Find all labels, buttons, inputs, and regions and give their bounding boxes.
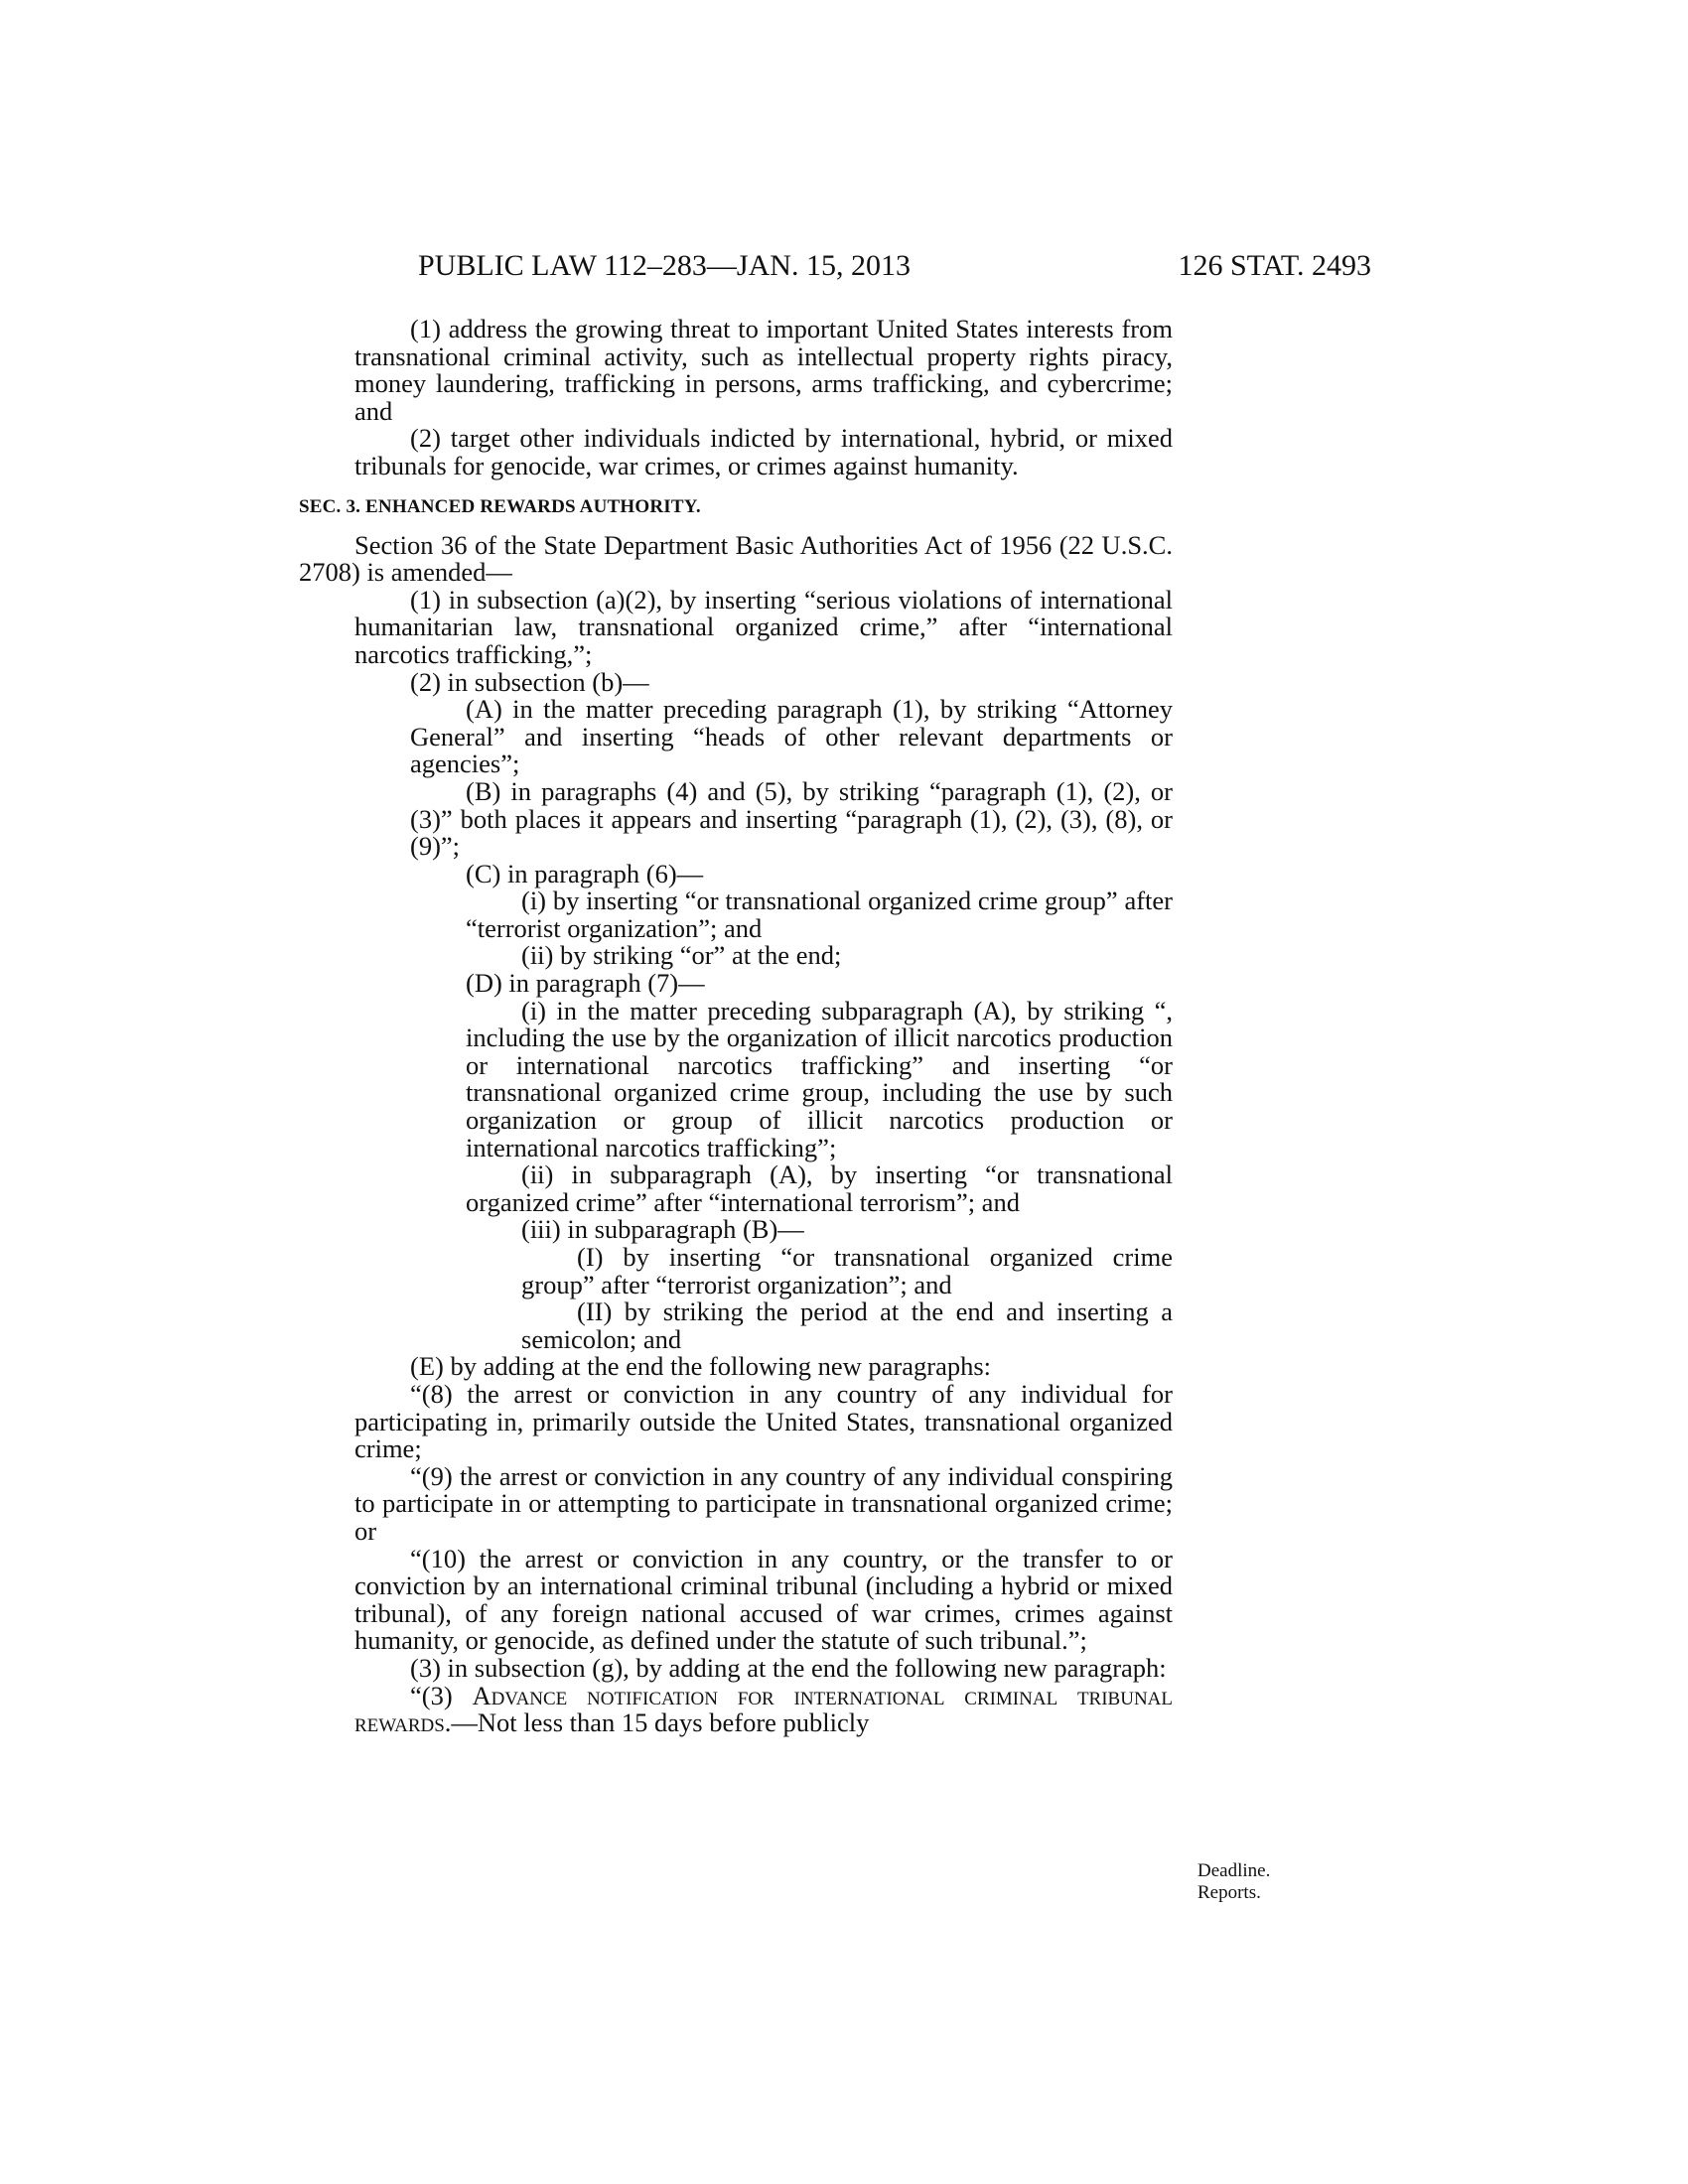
paragraph: (B) in paragraphs (4) and (5), by striking “paragraph (1), (2), or (3)” both places it appears and inserting “paragraph (1), (2), (3), (8), or (9)”;	[410, 775, 1173, 862]
paragraph: (II) by striking the period at the end and inserting a semicolon; and	[521, 1297, 1173, 1354]
paragraph: “(9) the arrest or conviction in any country of any individual conspiring to participate in or attempting to participate in transnational organized crime; or	[354, 1460, 1173, 1546]
paragraph: (3) in subsection (g), by adding at the end the following new paragraph:	[410, 1652, 1167, 1683]
paragraph-number: “(3)	[410, 1680, 473, 1710]
margin-note-reports: Reports.	[1197, 1882, 1261, 1903]
paragraph: (A) in the matter preceding paragraph (1), by striking “Attorney General” and inserting “heads of other relevant departments or agencies”;	[410, 694, 1173, 779]
paragraph: (1) address the growing threat to important United States interests from transnational criminal activity, such as intellectual property rights piracy, money laundering, trafficking in persons, arms trafficking, and cybercrime; and	[354, 314, 1173, 426]
paragraph: (2) in subsection (b)—	[410, 666, 649, 697]
paragraph: “(10) the arrest or conviction in any country, or the transfer to or conviction by an international criminal tribunal (including a hybrid or mixed tribunal), of any foreign national accused of war crimes, crimes against humanity, or genocide, as defined under the statute of such tribunal.”;	[354, 1543, 1173, 1656]
margin-notes	[1197, 1860, 1270, 1904]
paragraph: (E) by adding at the end the following new paragraphs:	[410, 1351, 992, 1382]
section-heading: SEC. 3. ENHANCED REWARDS AUTHORITY.	[299, 495, 701, 517]
paragraph: (C) in paragraph (6)—	[466, 858, 704, 888]
paragraph-text: .—Not less than 15 days before publicly	[444, 1707, 870, 1738]
margin-note-deadline: Deadline.	[1197, 1860, 1271, 1881]
paragraph: (1) in subsection (a)(2), by inserting “serious violations of international humanitarian law, transnational organized crime,” after “international narcotics trafficking,”;	[354, 584, 1173, 669]
page-number: 126 STAT. 2493	[1178, 249, 1371, 282]
page-header	[299, 246, 1371, 286]
paragraph: (2) target other individuals indicted by international, hybrid, or mixed tribunals for genocide, war crimes, or crimes against humanity.	[354, 423, 1173, 480]
paragraph: “(8) the arrest or conviction in any country of any individual for participating in, primarily outside the United States, transnational organized crime;	[354, 1378, 1173, 1464]
paragraph-advance-notification	[299, 1680, 1173, 1738]
paragraph: (i) by inserting “or transnational organized crime group” after “terrorist organization”; and	[466, 886, 1173, 943]
paragraph: (I) by inserting “or transnational organized crime group” after “terrorist organization”; and	[521, 1242, 1173, 1299]
paragraph: (i) in the matter preceding subparagraph (A), by striking “, including the use by the organization of illicit narcotics production or international narcotics trafficking” and inserting “or transnational organized crime group, including the use by such organization or group of illicit narcotics production or international narcotics trafficking”;	[466, 995, 1173, 1162]
paragraph: (iii) in subparagraph (B)—	[521, 1214, 804, 1245]
paragraph: (ii) by striking “or” at the end;	[521, 940, 842, 971]
paragraph-heading: Advance notification for international criminal tribunal rewards	[354, 1680, 1173, 1738]
paragraph: Section 36 of the State Department Basic Authorities Act of 1956 (22 U.S.C. 2708) is amended—	[299, 529, 1173, 588]
running-head: PUBLIC LAW 112–283—JAN. 15, 2013	[418, 249, 911, 282]
paragraph: (ii) in subparagraph (A), by inserting “or transnational organized crime” after “international terrorism”; and	[466, 1160, 1173, 1217]
document-body	[299, 316, 1173, 1737]
paragraph: (D) in paragraph (7)—	[466, 968, 705, 999]
